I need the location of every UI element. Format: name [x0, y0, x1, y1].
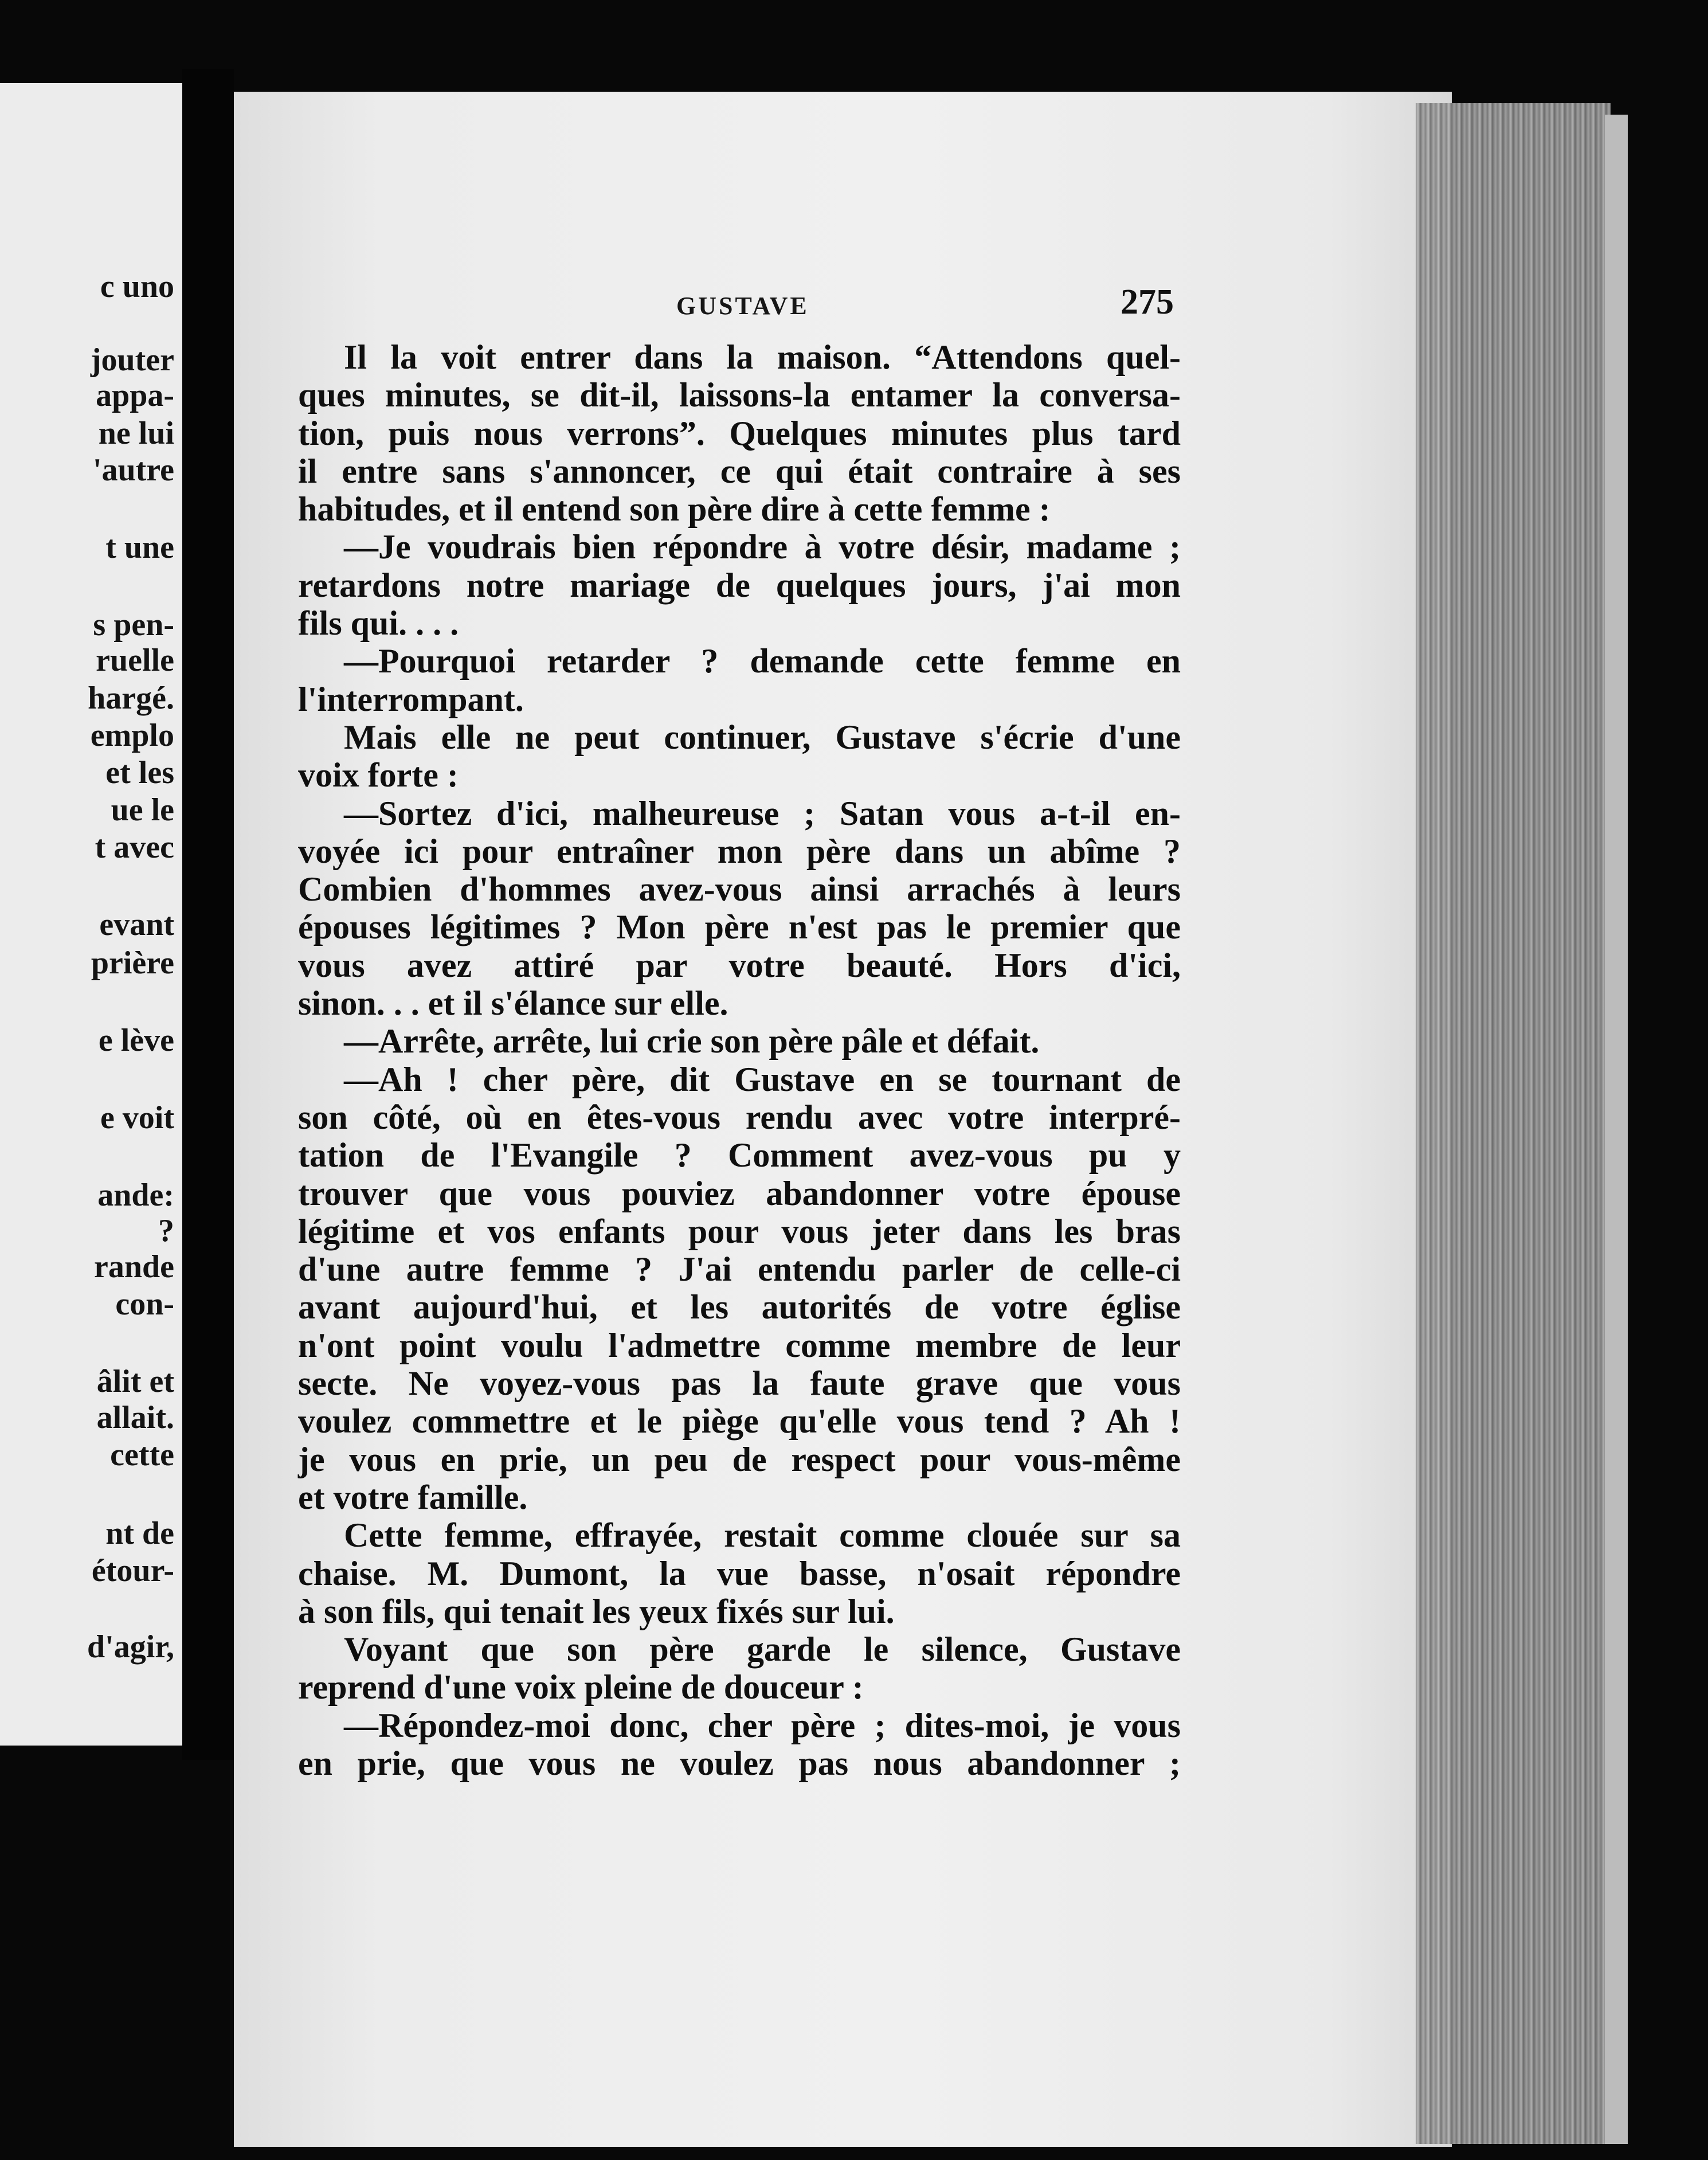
text-line: sinon. . . et il s'élance sur elle. [298, 984, 728, 1023]
page-edges [1416, 103, 1611, 2144]
text-line: voix forte : [298, 756, 459, 795]
facing-page-line: emplo [90, 718, 174, 753]
text-line: à son fils, qui tenait les yeux fixés sur lui. [298, 1592, 895, 1630]
text-line: Voyant que son père garde le silence, Gustave [344, 1630, 1181, 1669]
facing-page-line: appa- [96, 378, 174, 413]
page-number: 275 [1121, 283, 1174, 322]
text-line: Il la voit entrer dans la maison. “Attendons quel- [344, 338, 1181, 376]
text-line: habitudes, et il entend son père dire à cette femme : [298, 490, 1051, 529]
text-line: épouses légitimes ? Mon père n'est pas le premier que [298, 908, 1181, 946]
facing-page-line: t une [105, 530, 174, 565]
text-line: —Je voudrais bien répondre à votre désir, madame ; [344, 528, 1181, 566]
text-line: Combien d'hommes avez-vous ainsi arrachés à leurs [298, 870, 1181, 909]
facing-page-line: t avec [95, 829, 174, 865]
facing-page-line: cette [110, 1437, 174, 1473]
facing-page-line: c uno [100, 269, 174, 304]
text-line: tation de l'Evangile ? Comment avez-vous pu y [298, 1136, 1181, 1175]
text-line: —Arrête, arrête, lui crie son père pâle et défait. [344, 1022, 1040, 1061]
facing-page-line: hargé. [88, 680, 174, 716]
text-line: d'une autre femme ? J'ai entendu parler de celle-ci [298, 1250, 1181, 1289]
facing-page-line: con- [115, 1286, 174, 1322]
facing-page-line: et les [105, 755, 174, 791]
text-line: reprend d'une voix pleine de douceur : [298, 1668, 864, 1707]
text-line: retardons notre mariage de quelques jours, j'ai mon [298, 566, 1181, 604]
text-line: et votre famille. [298, 1478, 528, 1516]
text-line: son côté, où en êtes-vous rendu avec votre interpré- [298, 1098, 1181, 1136]
facing-page-line: evant [99, 907, 174, 942]
text-line: l'interrompant. [298, 680, 524, 718]
text-line: trouver que vous pouviez abandonner votre épouse [298, 1174, 1181, 1212]
body-text [298, 338, 1181, 1782]
text-line: vous avez attiré par votre beauté. Hors d'ici, [298, 946, 1181, 984]
text-line: tion, puis nous verrons”. Quelques minutes plus tard [298, 414, 1181, 452]
text-line: —Ah ! cher père, dit Gustave en se tournant de [344, 1060, 1181, 1098]
facing-page-line: e lève [98, 1023, 174, 1058]
facing-page-line: prière [91, 945, 174, 981]
text-line: fils qui. . . . [298, 604, 459, 643]
facing-page-line: étour- [91, 1553, 174, 1588]
running-head: GUSTAVE [676, 292, 809, 320]
text-line: —Sortez d'ici, malheureuse ; Satan vous a-t-il en- [344, 794, 1181, 832]
page-edge-highlight [1605, 115, 1628, 2144]
facing-page-line: ne lui [98, 416, 174, 451]
text-line: je vous en prie, un peu de respect pour vous-même [298, 1440, 1181, 1478]
facing-page-line: rande [94, 1249, 174, 1285]
facing-page-line: âlit et [96, 1364, 174, 1399]
facing-page-line: nt de [105, 1516, 174, 1551]
facing-page-line: ? [158, 1213, 174, 1249]
text-line: en prie, que vous ne voulez pas nous abandonner ; [298, 1744, 1181, 1782]
facing-page-line: s pen- [93, 607, 174, 643]
facing-page-line: d'agir, [87, 1629, 174, 1665]
text-line: secte. Ne voyez-vous pas la faute grave que vous [298, 1364, 1181, 1403]
facing-page-line: ue le [111, 792, 174, 828]
text-line: —Répondez-moi donc, cher père ; dites-moi, je vous [344, 1706, 1181, 1744]
facing-page-line: e voit [100, 1100, 174, 1136]
facing-page-line: jouter [90, 342, 174, 378]
text-line: n'ont point voulu l'admettre comme membre de leur [298, 1326, 1181, 1364]
text-line: avant aujourd'hui, et les autorités de votre église [298, 1288, 1181, 1326]
facing-page-fragment [0, 83, 182, 1746]
text-line: il entre sans s'annoncer, ce qui était contraire à ses [298, 452, 1181, 490]
book-gutter [182, 69, 234, 1760]
facing-page-line: ande: [97, 1177, 174, 1213]
text-line: voulez commettre et le piège qu'elle vous tend ? Ah ! [298, 1402, 1181, 1441]
text-line: —Pourquoi retarder ? demande cette femme en [344, 642, 1181, 680]
text-line: chaise. M. Dumont, la vue basse, n'osait répondre [298, 1554, 1181, 1592]
facing-page-line: ruelle [96, 643, 174, 678]
text-line: Cette femme, effrayée, restait comme clouée sur sa [344, 1516, 1181, 1555]
facing-page-line: 'autre [92, 452, 174, 488]
text-line: Mais elle ne peut continuer, Gustave s'écrie d'une [344, 718, 1181, 756]
text-line: légitime et vos enfants pour vous jeter dans les bras [298, 1212, 1181, 1250]
text-line: voyée ici pour entraîner mon père dans un abîme ? [298, 832, 1181, 870]
facing-page-line: allait. [96, 1400, 174, 1435]
text-line: ques minutes, se dit-il, laissons-la entamer la conversa- [298, 376, 1181, 414]
